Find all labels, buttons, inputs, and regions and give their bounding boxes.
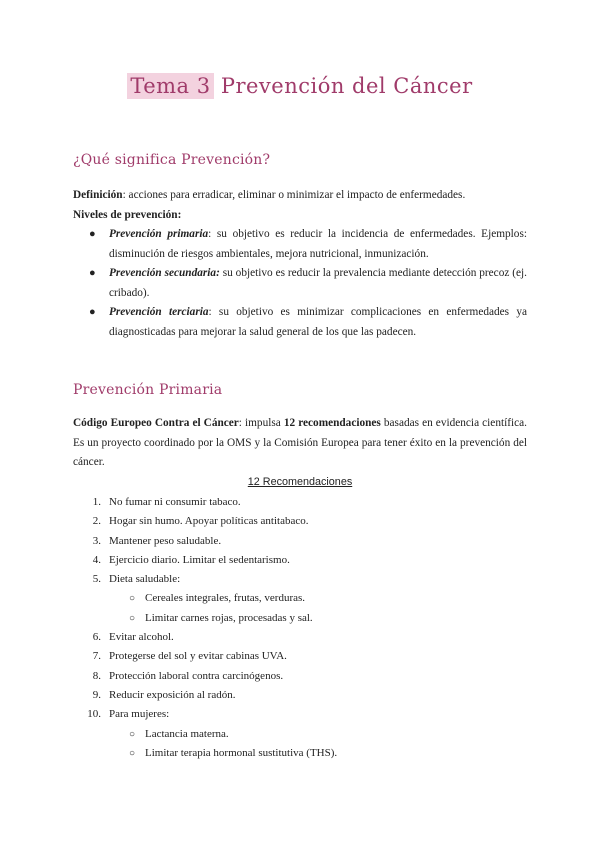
codigo-label: Código Europeo Contra el Cáncer (73, 417, 239, 429)
item-number: 6. (92, 631, 101, 644)
sub-item-text: Limitar terapia hormonal sustitutiva (THS). (145, 746, 338, 759)
circle-bullet-icon: ○ (129, 728, 136, 740)
bullet-icon: ● (89, 306, 96, 318)
recomendaciones-list (73, 493, 533, 763)
item-text: Protección laboral contra carcinógenos. (109, 669, 284, 682)
circle-bullet-icon: ○ (129, 612, 136, 624)
bullet-text: : su objetivo es reducir la incidencia de enfermedades. Ejemplos: disminución de riesgos ambientales, mejora nutricional, inmunización. (109, 228, 527, 260)
list-item (73, 532, 533, 551)
section2-heading: Prevención Primaria (73, 382, 223, 398)
list-item (73, 667, 533, 686)
item-text: Para mujeres: (109, 708, 170, 721)
list-item (73, 512, 533, 531)
section1-heading: ¿Qué significa Prevención? (73, 152, 271, 168)
sub-list-item (73, 589, 533, 608)
page-title (0, 74, 600, 98)
list-item (73, 303, 527, 342)
bullet-icon: ● (89, 267, 96, 279)
item-number: 1. (92, 496, 101, 508)
list-item (73, 264, 527, 303)
list-item (73, 705, 533, 724)
item-text: No fumar ni consumir tabaco. (109, 496, 241, 508)
item-number: 3. (92, 534, 101, 547)
codigo-rest: basadas en evidencia científica. Es un proyecto coordinado por la OMS y la Comisión Europea para tener éxito en la prevención del cáncer. (73, 417, 527, 468)
codigo-paragraph (73, 414, 527, 473)
title-tema-highlight: Tema 3 (127, 73, 213, 99)
item-number: 4. (92, 553, 101, 566)
circle-bullet-icon: ○ (129, 593, 136, 605)
item-text: Protegerse del sol y evitar cabinas UVA. (109, 650, 287, 663)
item-number: 2. (92, 515, 101, 528)
item-text: Ejercicio diario. Limitar el sedentarismo. (109, 553, 290, 566)
list-item (73, 686, 533, 705)
title-name: Prevención del Cáncer (220, 74, 473, 98)
sub-item-text: Lactancia materna. (145, 727, 229, 740)
niveles-list (73, 225, 527, 342)
list-item (73, 551, 533, 570)
list-item (73, 570, 533, 589)
item-text: Reducir exposición al radón. (109, 688, 236, 701)
sub-item-text: Cereales integrales, frutas, verduras. (145, 592, 306, 605)
codigo-bold: 12 recomendaciones (283, 417, 381, 429)
sub-list-item (73, 725, 533, 744)
item-number: 10. (87, 708, 101, 721)
item-text: Hogar sin humo. Apoyar políticas antitabaco. (109, 515, 309, 528)
item-text: Dieta saludable: (109, 573, 181, 586)
niveles-label: Niveles de prevención: (73, 208, 182, 221)
item-text: Evitar alcohol. (109, 631, 174, 644)
definicion-label: Definición (73, 189, 123, 201)
sub-item-text: Limitar carnes rojas, procesadas y sal. (145, 611, 313, 624)
definicion-text: : acciones para erradicar, eliminar o minimizar el impacto de enfermedades. (122, 189, 466, 201)
circle-bullet-icon: ○ (129, 747, 136, 759)
item-number: 7. (92, 650, 101, 663)
codigo-mid: : impulsa (238, 417, 284, 429)
item-number: 5. (92, 573, 101, 586)
list-item (73, 647, 533, 666)
bullet-label: Prevención primaria (109, 228, 209, 240)
bullet-text: : su objetivo es minimizar complicaciones en enfermedades ya diagnosticadas para mejorar la salud general de los que las padecen. (109, 306, 527, 338)
sub-list-item (73, 744, 533, 763)
bullet-icon: ● (89, 228, 96, 240)
list-item (73, 493, 533, 512)
sub-list-item (73, 609, 533, 628)
bullet-text: su objetivo es reducir la prevalencia mediante detección precoz (ej. cribado). (109, 267, 527, 299)
item-number: 8. (92, 669, 101, 682)
item-text: Mantener peso saludable. (109, 534, 222, 547)
recomendaciones-title: 12 Recomendaciones (247, 476, 353, 488)
bullet-label: Prevención terciaria (109, 306, 209, 318)
definicion-paragraph (73, 186, 527, 225)
bullet-label: Prevención secundaria: (109, 267, 220, 279)
list-item (73, 225, 527, 264)
list-item (73, 628, 533, 647)
item-number: 9. (92, 688, 101, 701)
